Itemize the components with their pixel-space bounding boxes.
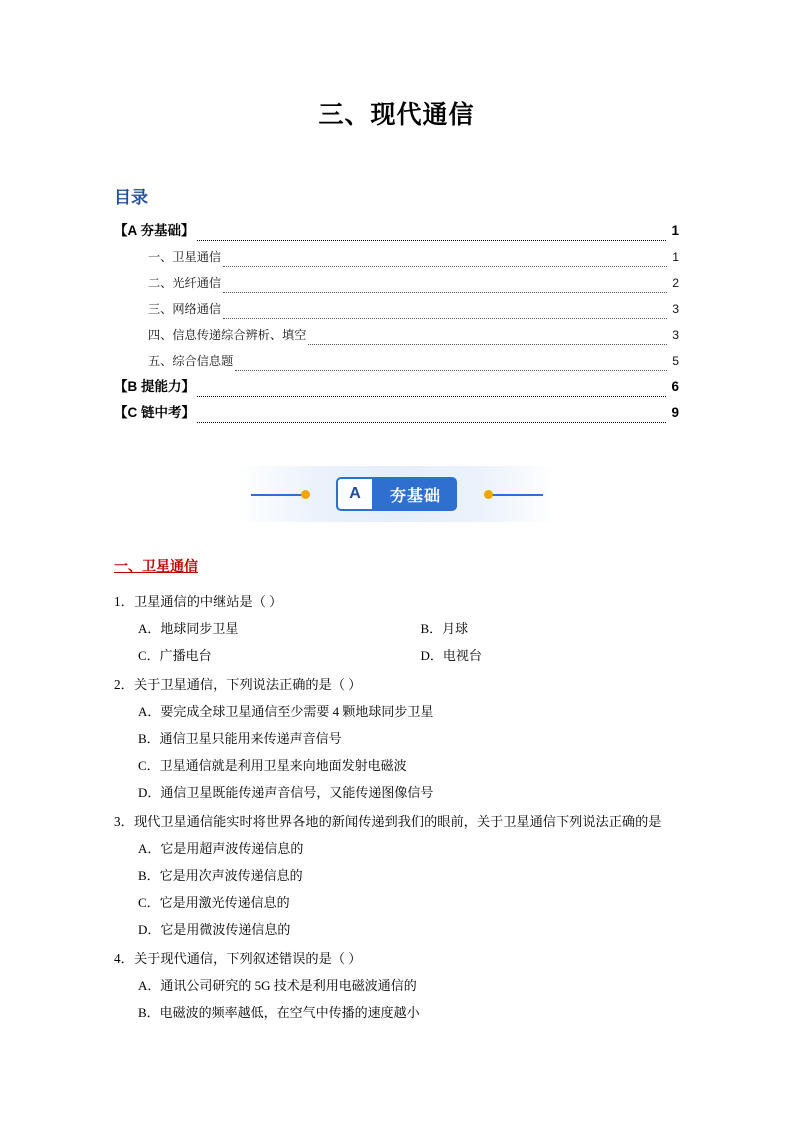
banner-badge-letter: A [336, 477, 374, 511]
toc-heading: 目录 [114, 188, 148, 207]
toc-leader [223, 291, 667, 293]
toc-leader [197, 421, 666, 423]
toc-item-label: 【B 提能力】 [114, 379, 195, 394]
question-number: 1． [114, 594, 134, 609]
question-number: 2． [114, 677, 134, 692]
question-text: 关于现代通信，下列叙述错误的是（ ） [134, 951, 362, 966]
toc-item-label: 【A 夯基础】 [114, 223, 195, 238]
toc-leader [308, 343, 667, 345]
toc-item-page: 3 [672, 302, 679, 316]
question-stem [114, 588, 679, 615]
banner-line-left-icon [251, 494, 307, 496]
question-text: 卫星通信的中继站是（ ） [134, 594, 283, 609]
question-item [114, 588, 679, 669]
question-text: 关于卫星通信，下列说法正确的是（ ） [134, 677, 362, 692]
option-item[interactable]: D．它是用微波传递信息的 [138, 922, 291, 937]
section-banner [114, 466, 679, 522]
question-stem [114, 945, 679, 972]
question-item [114, 671, 679, 806]
toc-item[interactable] [114, 400, 679, 426]
question-stem [114, 808, 679, 835]
toc-item-label: 【C 链中考】 [114, 405, 195, 420]
question-item [114, 945, 679, 1026]
toc-item-page: 5 [672, 354, 679, 368]
toc-item-page: 1 [671, 223, 679, 238]
option-item[interactable]: C．卫星通信就是利用卫星来向地面发射电磁波 [138, 758, 407, 773]
option-item[interactable]: A．要完成全球卫星通信至少需要 4 颗地球同步卫星 [138, 704, 434, 719]
banner-badge [336, 477, 457, 511]
toc-item-page: 3 [672, 328, 679, 342]
banner-dot-left-icon [301, 490, 310, 499]
toc-item[interactable] [114, 218, 679, 244]
toc-item-label: 二、光纤通信 [148, 276, 222, 290]
banner-dot-right-icon [484, 490, 493, 499]
option-list [114, 972, 679, 1026]
toc-item[interactable] [114, 244, 679, 270]
question-text: 现代卫星通信能实时将世界各地的新闻传递到我们的眼前，关于卫星通信下列说法正确的是 [134, 814, 662, 829]
page-title: 三、现代通信 [318, 101, 475, 129]
toc-leader [223, 317, 667, 319]
banner-badge-text: 夯基础 [374, 477, 457, 511]
question-number: 4． [114, 951, 134, 966]
toc-item[interactable] [114, 270, 679, 296]
banner-line-right-icon [487, 494, 543, 496]
option-item[interactable]: C．广播电台 [138, 648, 212, 663]
option-item[interactable]: D．通信卫星既能传递声音信号，又能传递图像信号 [138, 785, 434, 800]
toc-item-label: 五、综合信息题 [148, 354, 234, 368]
option-item[interactable]: A．它是用超声波传递信息的 [138, 841, 304, 856]
toc-leader [235, 369, 667, 371]
toc-leader [197, 239, 667, 241]
toc-item[interactable] [114, 322, 679, 348]
option-item[interactable]: C．它是用激光传递信息的 [138, 895, 290, 910]
toc-item-page: 1 [672, 250, 679, 264]
toc-item-label: 三、网络通信 [148, 302, 222, 316]
toc-item-label: 一、卫星通信 [148, 250, 222, 264]
option-item[interactable]: A．通讯公司研究的 5G 技术是利用电磁波通信的 [138, 978, 417, 993]
toc-item-page: 2 [672, 276, 679, 290]
option-item[interactable]: B．电磁波的频率越低，在空气中传播的速度越小 [138, 1005, 420, 1020]
option-item[interactable]: D．电视台 [420, 648, 482, 663]
option-list [114, 835, 679, 943]
table-of-contents [114, 218, 679, 426]
option-item[interactable]: B．通信卫星只能用来传递声音信号 [138, 731, 342, 746]
toc-item[interactable] [114, 348, 679, 374]
section-heading-label: 一、卫星通信 [114, 558, 198, 574]
question-stem [114, 671, 679, 698]
toc-item[interactable] [114, 296, 679, 322]
section-heading [114, 556, 679, 576]
section-banner-inner [237, 466, 557, 522]
option-list [114, 698, 679, 806]
toc-item-label: 四、信息传递综合辨析、填空 [148, 328, 307, 342]
option-item[interactable]: B．它是用次声波传递信息的 [138, 868, 303, 883]
toc-leader [223, 265, 667, 267]
question-item [114, 808, 679, 943]
toc-leader [197, 395, 666, 397]
option-item[interactable]: A．地球同步卫星 [138, 621, 239, 636]
toc-item-page: 9 [671, 405, 679, 420]
option-list [114, 615, 679, 669]
toc-item-page: 6 [671, 379, 679, 394]
option-item[interactable]: B．月球 [420, 621, 469, 636]
toc-item[interactable] [114, 374, 679, 400]
question-number: 3． [114, 814, 134, 829]
